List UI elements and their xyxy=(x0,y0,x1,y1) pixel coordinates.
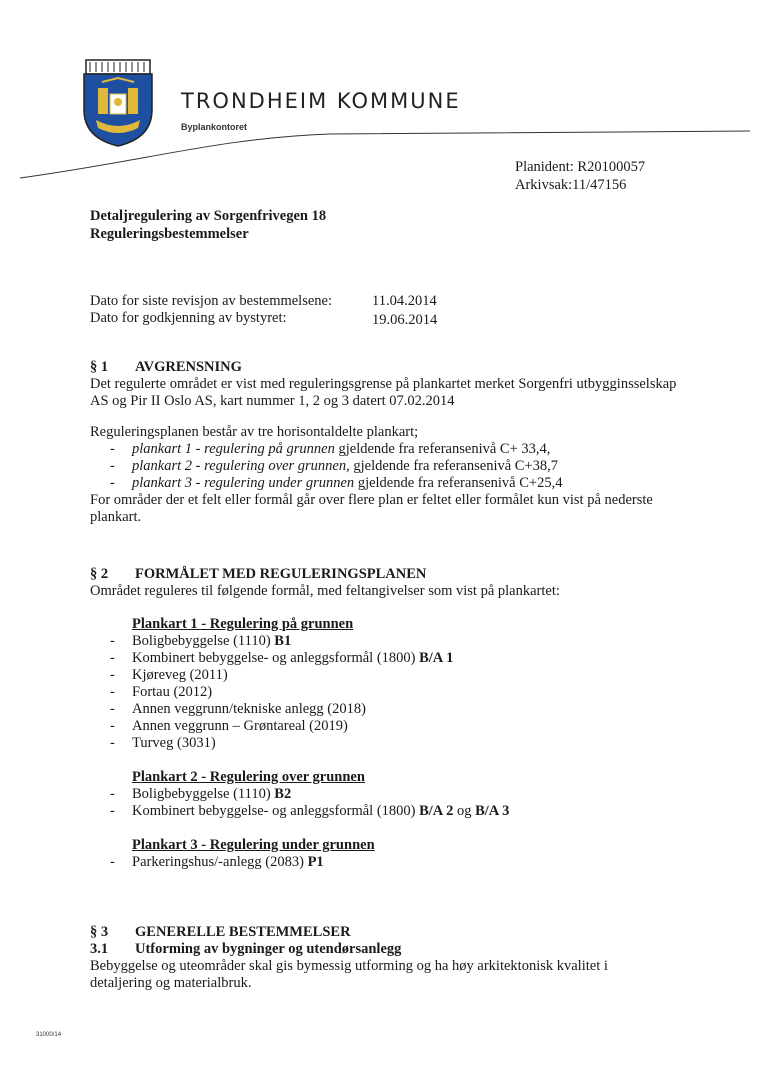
plan-id: Planident: R20100057 xyxy=(515,159,646,175)
date-row xyxy=(90,310,438,328)
subsection-title: Utforming av bygninger og utendørsanlegg xyxy=(135,941,402,957)
list-item: - Fortau (2012) xyxy=(110,684,213,700)
section-2 xyxy=(90,566,690,871)
list-item: - Turveg (3031) xyxy=(110,735,216,751)
document-title-line2: Reguleringsbestemmelser xyxy=(90,226,249,242)
header-divider xyxy=(0,120,768,190)
section-3 xyxy=(90,924,690,992)
list-item: - Parkeringshus/-anlegg (2083) P1 xyxy=(110,854,324,870)
list-item: - Annen veggrunn – Grøntareal (2019) xyxy=(110,718,348,734)
plan-map-list xyxy=(90,441,690,492)
document-title-line1: Detaljregulering av Sorgenfrivegen 18 xyxy=(90,208,327,224)
purpose-list xyxy=(90,633,690,752)
section-lead: Reguleringsplanen består av tre horisontaldelte plankart; xyxy=(90,424,419,440)
plan-map-heading: Plankart 1 - Regulering på grunnen xyxy=(132,616,354,632)
org-name: TRONDHEIM KOMMUNE xyxy=(181,88,461,114)
department-name: Byplankontoret xyxy=(181,122,248,132)
subsection-number: 3.1 xyxy=(90,941,109,957)
section-title: GENERELLE BESTEMMELSER xyxy=(135,924,351,940)
section-text: Bebyggelse og uteområder skal gis bymessig utforming og ha høy arkitektonisk kvalitet i detaljering og materialbruk. xyxy=(90,958,608,991)
section-intro: Det regulerte området er vist med reguleringsgrense på plankartet merket Sorgenfri utbygginsselskap AS og Pir II Oslo AS, kart nummer 1, 2 og 3 datert 07.02.2014 xyxy=(90,376,677,409)
section-1 xyxy=(90,359,690,526)
plan-reference xyxy=(515,158,645,194)
date-label: Dato for godkjenning av bystyret: xyxy=(90,310,287,326)
list-item: - Boligbebyggelse (1110) B1 xyxy=(110,633,292,649)
section-number: § 1 xyxy=(90,359,109,375)
date-value: 11.04.2014 xyxy=(372,293,437,309)
purpose-list xyxy=(90,786,690,820)
list-item: - Kombinert bebyggelse- og anleggsformål (1800) B/A 2 og B/A 3 xyxy=(110,803,510,819)
document-title xyxy=(90,207,326,243)
archive-number: Arkivsak:11/47156 xyxy=(515,177,627,193)
date-value: 19.06.2014 xyxy=(372,312,438,328)
list-item: - Kombinert bebyggelse- og anleggsformål (1800) B/A 1 xyxy=(110,650,454,666)
list-item: - Kjøreveg (2011) xyxy=(110,667,228,683)
section-heading xyxy=(90,924,690,941)
section-number: § 3 xyxy=(90,924,109,940)
purpose-list xyxy=(90,854,690,871)
section-title: FORMÅLET MED REGULERINGSPLANEN xyxy=(135,566,427,582)
subsection-heading xyxy=(90,941,690,958)
list-item: - plankart 2 - regulering over grunnen, gjeldende fra referansenivå C+38,7 xyxy=(110,458,559,474)
plan-map-heading: Plankart 3 - Regulering under grunnen xyxy=(132,837,375,853)
date-row xyxy=(90,293,437,310)
date-label: Dato for siste revisjon av bestemmelsene: xyxy=(90,293,333,309)
section-title: AVGRENSNING xyxy=(135,359,242,375)
plan-map-heading: Plankart 2 - Regulering over grunnen xyxy=(132,769,365,785)
section-heading xyxy=(90,359,690,376)
list-item: - plankart 3 - regulering under grunnen gjeldende fra referansenivå C+25,4 xyxy=(110,475,563,491)
list-item: - plankart 1 - regulering på grunnen gjeldende fra referansenivå C+ 33,4, xyxy=(110,441,551,457)
section-intro: Området reguleres til følgende formål, med feltangivelser som vist på plankartet: xyxy=(90,583,560,599)
list-item: - Annen veggrunn/tekniske anlegg (2018) xyxy=(110,701,366,717)
footer-code: 31000/14 xyxy=(36,1032,62,1038)
section-heading xyxy=(90,566,690,583)
dates-block xyxy=(90,293,438,328)
section-outro: For områder der et felt eller formål går over flere plan er feltet eller formålet kun vist på nederste plankart. xyxy=(90,492,653,525)
section-number: § 2 xyxy=(90,566,109,582)
list-item: - Boligbebyggelse (1110) B2 xyxy=(110,786,292,802)
